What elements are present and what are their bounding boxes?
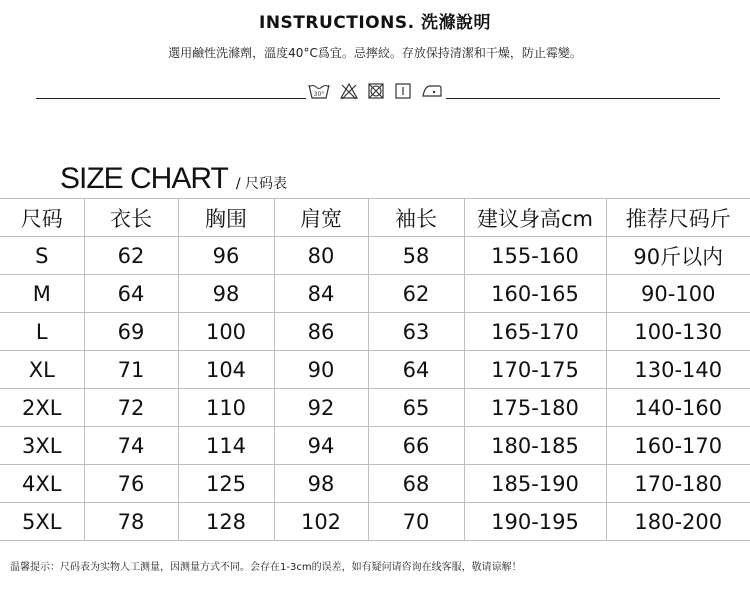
table-cell: 100-130 bbox=[606, 313, 750, 351]
table-cell: 165-170 bbox=[464, 313, 606, 351]
table-cell: 155-160 bbox=[464, 237, 606, 275]
size-chart-subtitle: / 尺码表 bbox=[235, 176, 287, 192]
table-cell: 130-140 bbox=[606, 351, 750, 389]
table-cell: 72 bbox=[84, 389, 178, 427]
table-row bbox=[0, 465, 750, 503]
table-cell: 94 bbox=[274, 427, 368, 465]
table-cell: 62 bbox=[368, 275, 464, 313]
table-cell: M bbox=[0, 275, 84, 313]
wash-30-icon bbox=[308, 82, 330, 100]
table-cell: 96 bbox=[178, 237, 274, 275]
column-header: 建议身高cm bbox=[464, 199, 606, 237]
table-cell: S bbox=[0, 237, 84, 275]
table-cell: 128 bbox=[178, 503, 274, 541]
table-cell: 160-170 bbox=[606, 427, 750, 465]
table-cell: 66 bbox=[368, 427, 464, 465]
table-cell: 63 bbox=[368, 313, 464, 351]
table-cell: 2XL bbox=[0, 389, 84, 427]
table-cell: 5XL bbox=[0, 503, 84, 541]
table-header-row bbox=[0, 199, 750, 237]
table-cell: 102 bbox=[274, 503, 368, 541]
size-table bbox=[0, 198, 750, 541]
table-cell: 90斤以内 bbox=[606, 237, 750, 275]
care-icons-group bbox=[308, 80, 444, 102]
table-row bbox=[0, 427, 750, 465]
table-cell: 90-100 bbox=[606, 275, 750, 313]
care-symbols-row bbox=[36, 78, 720, 102]
table-cell: 86 bbox=[274, 313, 368, 351]
divider-line-right bbox=[446, 98, 720, 99]
column-header: 袖长 bbox=[368, 199, 464, 237]
table-cell: 78 bbox=[84, 503, 178, 541]
column-header: 衣长 bbox=[84, 199, 178, 237]
divider-line-left bbox=[36, 98, 306, 99]
table-row bbox=[0, 275, 750, 313]
table-cell: 180-200 bbox=[606, 503, 750, 541]
table-cell: 62 bbox=[84, 237, 178, 275]
table-cell: 104 bbox=[178, 351, 274, 389]
table-cell: 100 bbox=[178, 313, 274, 351]
table-cell: 180-185 bbox=[464, 427, 606, 465]
table-cell: 170-180 bbox=[606, 465, 750, 503]
table-row bbox=[0, 237, 750, 275]
no-tumble-dry-icon bbox=[367, 82, 385, 100]
table-cell: 84 bbox=[274, 275, 368, 313]
table-cell: 125 bbox=[178, 465, 274, 503]
column-header: 胸围 bbox=[178, 199, 274, 237]
care-instructions-text: 選用鹼性洗滌劑，溫度40°C爲宜。忌擰絞。存放保持清潔和干燥，防止霉變。 bbox=[168, 46, 582, 60]
table-cell: 185-190 bbox=[464, 465, 606, 503]
size-chart-title: SIZE CHART bbox=[60, 162, 228, 195]
wash-temp-label: 30° bbox=[313, 91, 325, 98]
page-title: INSTRUCTIONS. 洗滌說明 bbox=[259, 13, 491, 33]
table-cell: 90 bbox=[274, 351, 368, 389]
table-cell: 190-195 bbox=[464, 503, 606, 541]
table-cell: 160-165 bbox=[464, 275, 606, 313]
table-cell: 4XL bbox=[0, 465, 84, 503]
table-cell: 3XL bbox=[0, 427, 84, 465]
column-header: 肩宽 bbox=[274, 199, 368, 237]
table-cell: 80 bbox=[274, 237, 368, 275]
measurement-note: 温馨提示：尺码表为实物人工测量，因测量方式不同。会存在1-3cm的误差，如有疑问请咨询在线客服，敬请谅解！ bbox=[10, 562, 522, 573]
table-cell: 69 bbox=[84, 313, 178, 351]
table-row bbox=[0, 389, 750, 427]
table-cell: XL bbox=[0, 351, 84, 389]
table-cell: 170-175 bbox=[464, 351, 606, 389]
table-cell: 98 bbox=[178, 275, 274, 313]
line-dry-icon bbox=[394, 82, 412, 100]
table-cell: 71 bbox=[84, 351, 178, 389]
no-bleach-icon bbox=[339, 82, 359, 100]
table-row bbox=[0, 503, 750, 541]
table-cell: 74 bbox=[84, 427, 178, 465]
low-iron-icon bbox=[420, 83, 444, 99]
column-header: 尺码 bbox=[0, 199, 84, 237]
table-row bbox=[0, 351, 750, 389]
table-row bbox=[0, 313, 750, 351]
table-cell: 65 bbox=[368, 389, 464, 427]
table-cell: 92 bbox=[274, 389, 368, 427]
table-cell: 114 bbox=[178, 427, 274, 465]
table-cell: 140-160 bbox=[606, 389, 750, 427]
table-cell: 68 bbox=[368, 465, 464, 503]
table-cell: 70 bbox=[368, 503, 464, 541]
table-cell: 175-180 bbox=[464, 389, 606, 427]
table-cell: L bbox=[0, 313, 84, 351]
table-cell: 98 bbox=[274, 465, 368, 503]
size-chart-heading bbox=[60, 162, 287, 198]
column-header: 推荐尺码斤 bbox=[606, 199, 750, 237]
table-cell: 64 bbox=[368, 351, 464, 389]
table-cell: 58 bbox=[368, 237, 464, 275]
table-cell: 110 bbox=[178, 389, 274, 427]
table-cell: 64 bbox=[84, 275, 178, 313]
table-cell: 76 bbox=[84, 465, 178, 503]
